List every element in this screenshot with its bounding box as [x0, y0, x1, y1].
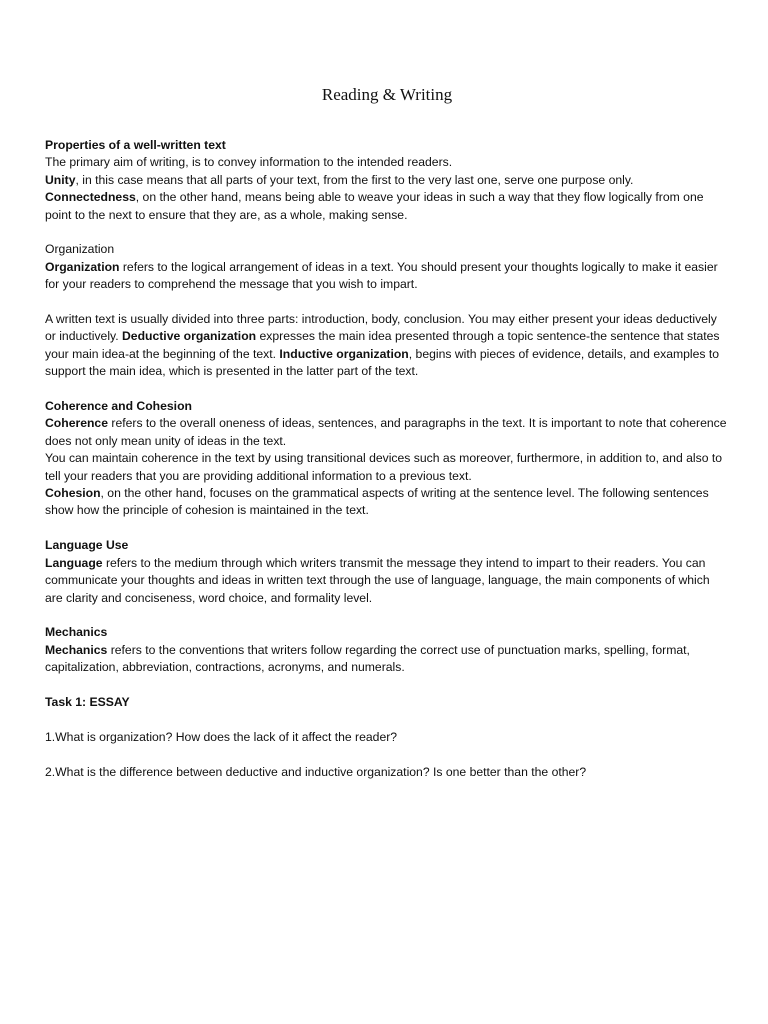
task-question-1-block — [45, 729, 729, 746]
text-deductive: expresses the main idea presented through a topic sentence-the sentence that states your main idea-at the beginning of the text. — [45, 329, 720, 361]
term-unity: Unity — [45, 172, 76, 187]
heading-language: Language Use — [45, 538, 129, 553]
section-coherence — [45, 398, 729, 520]
term-coherence: Coherence — [45, 416, 108, 431]
text-three-parts: A written text is usually divided into three parts: introduction, body, conclusion. You may either present your ideas deductively or inductively. — [45, 312, 717, 344]
document-body — [45, 137, 729, 798]
text-mechanics: refers to the conventions that writers follow regarding the correct use of punctuation marks, spelling, format, capitalization, abbreviation, contractions, acronyms, and numerals. — [45, 642, 690, 675]
paragraph-coherence — [45, 415, 729, 450]
paragraph-connectedness — [45, 189, 729, 224]
paragraph-organization — [45, 259, 729, 294]
heading-mechanics: Mechanics — [45, 625, 108, 640]
paragraph-intro: The primary aim of writing, is to convey information to the intended readers. — [45, 155, 453, 170]
text-unity: , in this case means that all parts of your text, from the first to the very last one, serve one purpose only. — [75, 172, 634, 187]
paragraph-unity — [45, 172, 729, 189]
paragraph-mechanics — [45, 642, 729, 677]
document-title: Reading & Writing — [321, 85, 453, 104]
section-task — [45, 694, 729, 711]
text-inductive: , begins with pieces of evidence, details, and examples to support the main idea, which is presented in the latter part of the text. — [45, 346, 720, 379]
heading-task: Task 1: ESSAY — [45, 694, 130, 709]
text-coherence: refers to the overall oneness of ideas, sentences, and paragraphs in the text. It is important to note that coherence does not only mean unity of ideas in the text. — [45, 416, 727, 448]
term-language: Language — [45, 555, 103, 570]
paragraph-cohesion — [45, 485, 729, 520]
text-organization: refers to the logical arrangement of ideas in a text. You should present your thoughts logically to make it easier for your readers to comprehend the message that you wish to impart. — [45, 259, 718, 292]
section-organization — [45, 241, 729, 293]
section-mechanics — [45, 624, 729, 676]
term-cohesion: Cohesion — [45, 486, 101, 501]
task-question-1: 1.What is organization? How does the lack of it affect the reader? — [45, 729, 398, 744]
task-question-2: 2.What is the difference between deductive and inductive organization? Is one better than the other? — [45, 764, 587, 779]
text-connectedness: , on the other hand, means being able to weave your ideas in such a way that they flow logically from one point to the next to ensure that they are, as a whole, making sense. — [45, 190, 704, 222]
task-question-2-block — [45, 764, 729, 781]
text-cohesion: , on the other hand, focuses on the grammatical aspects of writing at the sentence level. The following sentences show how the principle of cohesion is maintained in the text. — [45, 486, 709, 518]
paragraph-organization-types — [45, 311, 729, 381]
term-connectedness: Connectedness — [45, 190, 136, 205]
section-organization-types — [45, 311, 729, 381]
paragraph-maintain-coherence: You can maintain coherence in the text by using transitional devices such as moreover, furthermore, in addition to, and also to tell your readers that you are providing additional information to a previous text. — [45, 451, 723, 483]
term-mechanics: Mechanics — [45, 642, 108, 657]
term-organization: Organization — [45, 259, 120, 274]
heading-coherence: Coherence and Cohesion — [45, 399, 192, 414]
heading-organization: Organization — [45, 242, 115, 257]
heading-properties: Properties of a well-written text — [45, 138, 226, 152]
paragraph-language — [45, 555, 729, 607]
text-language: refers to the medium through which writers transmit the message they intend to impart to their readers. You can communicate your thoughts and ideas in written text through the use of language, language, the main components of which are clarity and conciseness, word choice, and formality level. — [45, 555, 710, 605]
term-deductive: Deductive organization — [122, 329, 257, 344]
section-properties — [45, 137, 729, 224]
section-language — [45, 537, 729, 607]
term-inductive: Inductive organization — [279, 346, 409, 361]
